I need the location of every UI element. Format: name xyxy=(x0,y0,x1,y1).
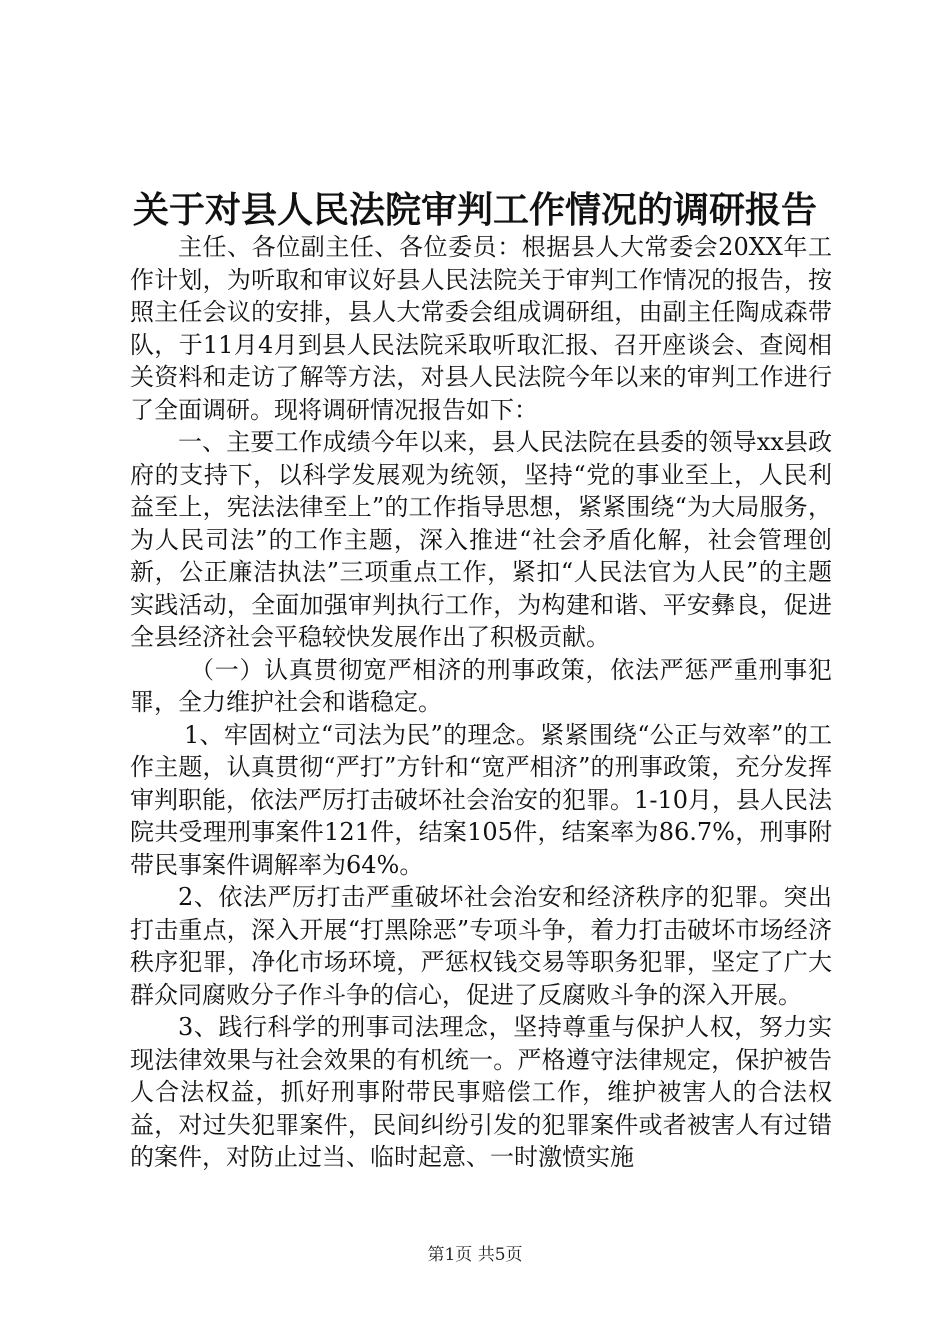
paragraph-subsection-1: （一）认真贯彻宽严相济的刑事政策，依法严惩严重刑事犯罪，全力维护社会和谐稳定。 xyxy=(130,655,832,716)
paragraph-item-1: 1、牢固树立“司法为民”的理念。紧紧围绕“公正与效率”的工作主题，认真贯彻“严打”方针和“宽严相济”的刑事政策，充分发挥审判职能，依法严厉打击破坏社会治安的犯罪。1-10月，县人民法院共受理刑事案件121件，结案105件，结案率为86.7%，刑事附带民事案件调解率为64%。 xyxy=(130,720,832,879)
paragraph-item-3: 3、践行科学的刑事司法理念，坚持尊重与保护人权，努力实现法律效果与社会效果的有机统一。严格遵守法律规定，保护被告人合法权益，抓好刑事附带民事赔偿工作，维护被害人的合法权益，对过失犯罪案件，民间纠纷引发的犯罪案件或者被害人有过错的案件，对防止过当、临时起意、一时激愤实施 xyxy=(130,1013,832,1171)
paragraph-intro: 主任、各位副主任、各位委员：根据县人大常委会20XX年工作计划，为听取和审议好县人民法院关于审判工作情况的报告，按照主任会议的安排，县人大常委会组成调研组，由副主任陶成森带队，于11月4月到县人民法院采取听取汇报、召开座谈会、查阅相关资料和走访了解等方法，对县人民法院今年以来的审判工作进行了全面调研。现将调研情况报告如下： xyxy=(130,233,832,424)
document-title: 关于对县人民法院审判工作情况的调研报告 xyxy=(132,189,817,231)
document-body xyxy=(130,231,832,1174)
paragraph-item-2: 2、依法严厉打击严重破坏社会治安和经济秩序的犯罪。突出打击重点，深入开展“打黑除恶”专项斗争，着力打击破坏市场经济秩序犯罪，净化市场环境，严惩权钱交易等职务犯罪，坚定了广大群众同腐败分子作斗争的信心，促进了反腐败斗争的深入开展。 xyxy=(130,883,832,1009)
paragraph-section-1: 一、主要工作成绩今年以来，县人民法院在县委的领导xx县政府的支持下，以科学发展观为统领，坚持“党的事业至上，人民利益至上，宪法法律至上”的工作指导思想，紧紧围绕“为大局服务，为人民司法”的工作主题，深入推进“社会矛盾化解，社会管理创新，公正廉洁执法”三项重点工作，紧扣“人民法官为人民”的主题实践活动，全面加强审判执行工作，为构建和谐、平安彝良，促进全县经济社会平稳较快发展作出了积极贡献。 xyxy=(130,428,832,651)
page-footer: 第1页 共5页 xyxy=(427,1245,523,1265)
